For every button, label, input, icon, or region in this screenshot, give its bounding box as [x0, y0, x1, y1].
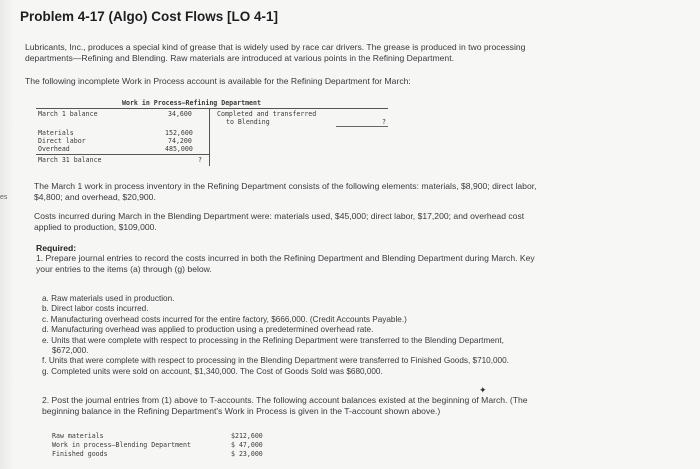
requirement-2-line-2: beginning balance in the Refining Department's Work in Process is given in the T-account shown above.) [42, 406, 441, 416]
inventory-line-1: The March 1 work in process inventory in the Refining Department consists of the following elements: materials, $8,900; direct labor, [34, 181, 537, 191]
list-item: f. Units that were complete with respect to processing in the Blending Department were transferred to Finished Goods, $710,000. [42, 356, 509, 366]
t-account-header: Work in Process—Refining Department [122, 99, 261, 107]
requirement-2-line-1: 2. Post the journal entries from (1) above to T-accounts. The following account balances existed at the beginning of March. (The [42, 395, 528, 405]
inventory-line-2: $4,800; and overhead, $20,900. [34, 192, 156, 202]
balance-value: $212,600 [231, 432, 263, 440]
debit-value: 74,200 [168, 137, 192, 145]
balance-label: Work in process—Blending Department [52, 441, 191, 449]
balance-value: $ 23,000 [231, 450, 263, 458]
debit-label: March 1 balance [38, 110, 98, 118]
list-item: d. Manufacturing overhead was applied to production using a predetermined overhead rate. [42, 325, 374, 335]
debit-label: Materials [38, 129, 74, 137]
list-item: e. Units that were complete with respect to processing in the Refining Department were transferred to the Blending Department, [42, 335, 504, 345]
cursor-arrow-icon: ✦ [479, 385, 487, 395]
blending-line-1: Costs incurred during March in the Blending Department were: materials used, $45,000; direct labor, $17,200; and overhead cost [34, 211, 525, 221]
balance-rule [36, 154, 209, 155]
credit-label: Completed and transferred [217, 110, 317, 118]
balance-label: Raw materials [52, 432, 104, 440]
t-account-center-rule [209, 108, 210, 166]
entry-items-list [42, 294, 509, 377]
debit-value: 34,600 [168, 110, 192, 118]
list-item: c. Manufacturing overhead costs incurred for the entire factory, $666,000. (Credit Accounts Payable.) [42, 314, 407, 324]
requirement-1-line-2: your entries to the items (a) through (g) below. [36, 264, 212, 274]
blending-line-2: applied to production, $109,000. [34, 222, 157, 232]
required-label: Required: [36, 243, 77, 253]
intro-line-3: The following incomplete Work in Process account is available for the Refining Department for March: [25, 76, 411, 86]
intro-line-1: Lubricants, Inc., produces a special kind of grease that is widely used by race car drivers. The grease is produced in two processing [25, 42, 526, 52]
debit-label: March 31 balance [38, 156, 102, 164]
t-account-top-rule [36, 108, 388, 109]
list-item: $672,000. [52, 346, 89, 356]
refining-t-account [36, 98, 390, 168]
debit-label: Overhead [38, 145, 70, 153]
balance-label: Finished goods [52, 450, 108, 458]
credit-label: to Blending [226, 118, 270, 126]
credit-value: ? [336, 118, 388, 127]
list-item: g. Completed units were sold on account, $1,340,000. The Cost of Goods Sold was $680,000. [42, 366, 383, 376]
debit-label: Direct labor [38, 137, 86, 145]
debit-value: 152,600 [165, 129, 193, 137]
problem-title: Problem 4-17 (Algo) Cost Flows [LO 4-1] [20, 9, 279, 24]
balance-value: $ 47,000 [231, 441, 263, 449]
list-item: b. Direct labor costs incurred. [42, 304, 149, 314]
intro-line-2: departments—Refining and Blending. Raw materials are introduced at various points in the Refining Department. [25, 53, 454, 63]
debit-value: ? [198, 156, 202, 164]
requirement-1-line-1: 1. Prepare journal entries to record the costs incurred in both the Refining Department and Blending Department during March. Key [36, 253, 535, 263]
edge-fragment: es [0, 194, 8, 201]
debit-value: 485,000 [165, 145, 193, 153]
list-item: a. Raw materials used in production. [42, 294, 175, 303]
